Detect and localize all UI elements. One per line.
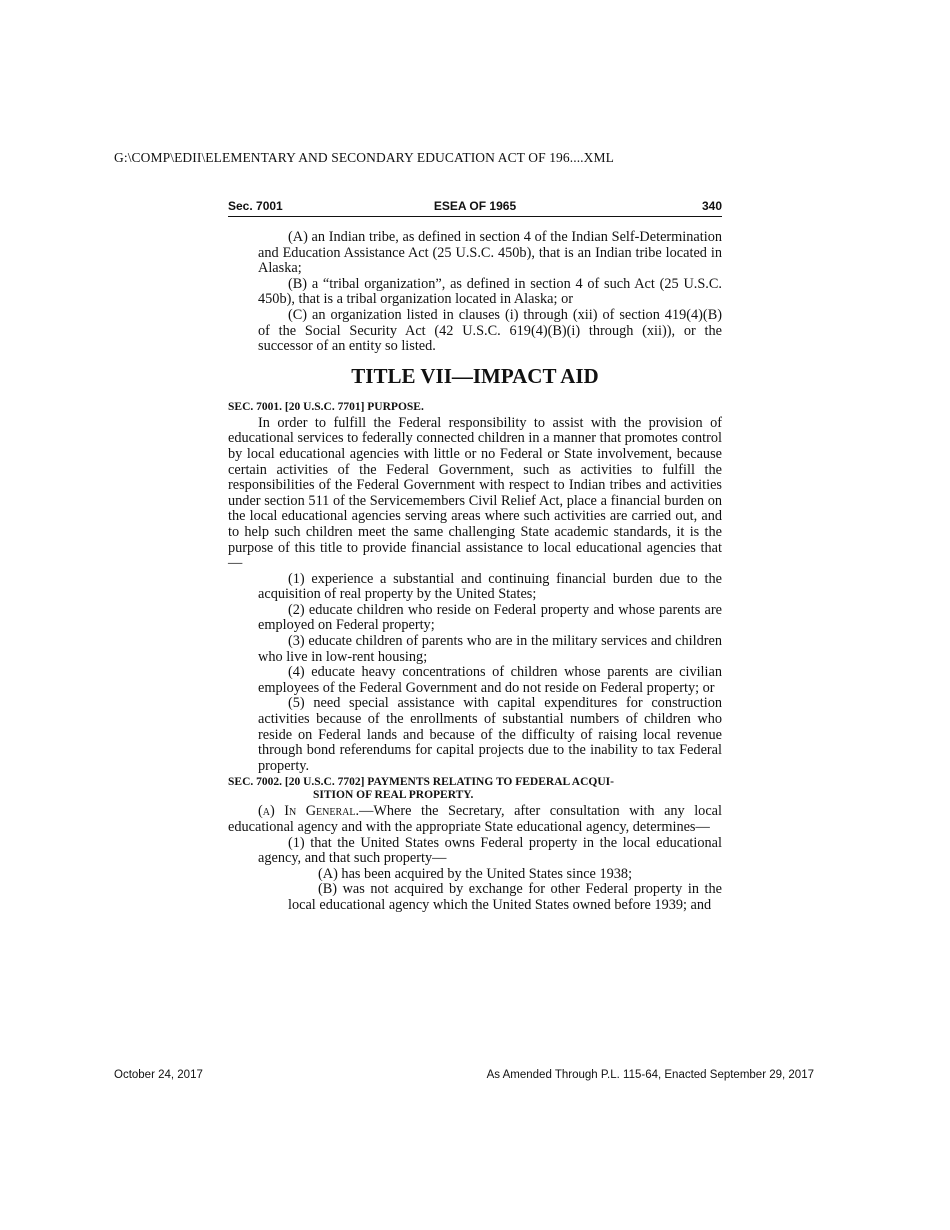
purpose-item-5: (5) need special assistance with capital expenditures for construction activities because of the enrollments of substantial numbers of children who reside on Federal lands and because of the difficulty of raising local revenue through bond referendums for capital projects due to the inability to tax Federal property. (258, 695, 722, 774)
subsection-a (228, 804, 722, 835)
section-7002-heading (228, 776, 722, 802)
footer-amended: As Amended Through P.L. 115-64, Enacted September 29, 2017 (486, 1069, 814, 1081)
page-number: 340 (701, 199, 722, 213)
subsection-a-item-1-A: (A) has been acquired by the United States since 1938; (318, 865, 633, 882)
section-7001-heading: SEC. 7001. [20 U.S.C. 7701] PURPOSE. (228, 400, 424, 413)
title-heading: TITLE VII—IMPACT AID (351, 363, 599, 388)
subsection-a-item-1: (1) that the United States owns Federal property in the local educational agency, and that such property— (258, 834, 722, 867)
paragraph-C: (C) an organization listed in clauses (i) through (xii) of section 419(4)(B) of the Social Security Act (42 U.S.C. 619(4)(B)(i) through (xii)), or the successor of an entity so listed. (258, 306, 722, 355)
purpose-item-3: (3) educate children of parents who are in the military services and children who live in low-rent housing; (258, 633, 722, 665)
paragraph-B: (B) a “tribal organization”, as defined in section 4 of such Act (25 U.S.C. 450b), that is a tribal organization located in Alaska; or (258, 275, 722, 308)
footer-date: October 24, 2017 (114, 1069, 203, 1081)
document-body (228, 230, 722, 914)
paragraph-A: (A) an Indian tribe, as defined in section 4 of the Indian Self-Determination and Education Assistance Act (25 U.S.C. 450b), that is an Indian tribe located in Alaska; (258, 229, 722, 277)
section-7002-heading-line1: SEC. 7002. [20 U.S.C. 7702] PAYMENTS RELATING TO FEDERAL ACQUI- (228, 776, 614, 789)
section-7002-heading-line2: SITION OF REAL PROPERTY. (313, 789, 474, 802)
section-7001-intro: In order to fulfill the Federal responsibility to assist with the provision of educational services to federally connected children in a manner that promotes control by local educational agencies with little or no Federal or State involvement, because certain activities of the Federal Government, such as activities to fulfill the responsibilities of the Federal Government with respect to Indian tribes and activities under section 511 of the Servicemembers Civil Relief Act, place a financial burden on the local educational agencies serving areas where such activities are carried out, and to help such children meet the same challenging State academic standards, it is the purpose of this title to provide financial assistance to local educational agencies that— (228, 414, 722, 572)
file-path: G:\COMP\EDII\ELEMENTARY AND SECONDARY EDUCATION ACT OF 196....XML (114, 150, 614, 165)
running-head-title: ESEA OF 1965 (433, 199, 517, 213)
purpose-item-4: (4) educate heavy concentrations of children whose parents are civilian employees of the Federal Government and do not reside on Federal property; or (258, 664, 722, 696)
purpose-item-2: (2) educate children who reside on Federal property and whose parents are employed on Federal property; (258, 601, 722, 634)
running-head-section: Sec. 7001 (228, 199, 283, 213)
running-head (228, 198, 722, 217)
subsection-a-label: (a) In General. (258, 803, 360, 820)
purpose-item-1: (1) experience a substantial and continuing financial burden due to the acquisition of real property by the United States; (258, 570, 722, 603)
subsection-a-text: —Where the Secretary, after consultation with any local educational agency and with the appropriate State educational agency, determines— (228, 803, 722, 835)
subsection-a-item-1-B: (B) was not acquired by exchange for other Federal property in the local educational agency which the United States owned before 1939; and (288, 881, 722, 913)
